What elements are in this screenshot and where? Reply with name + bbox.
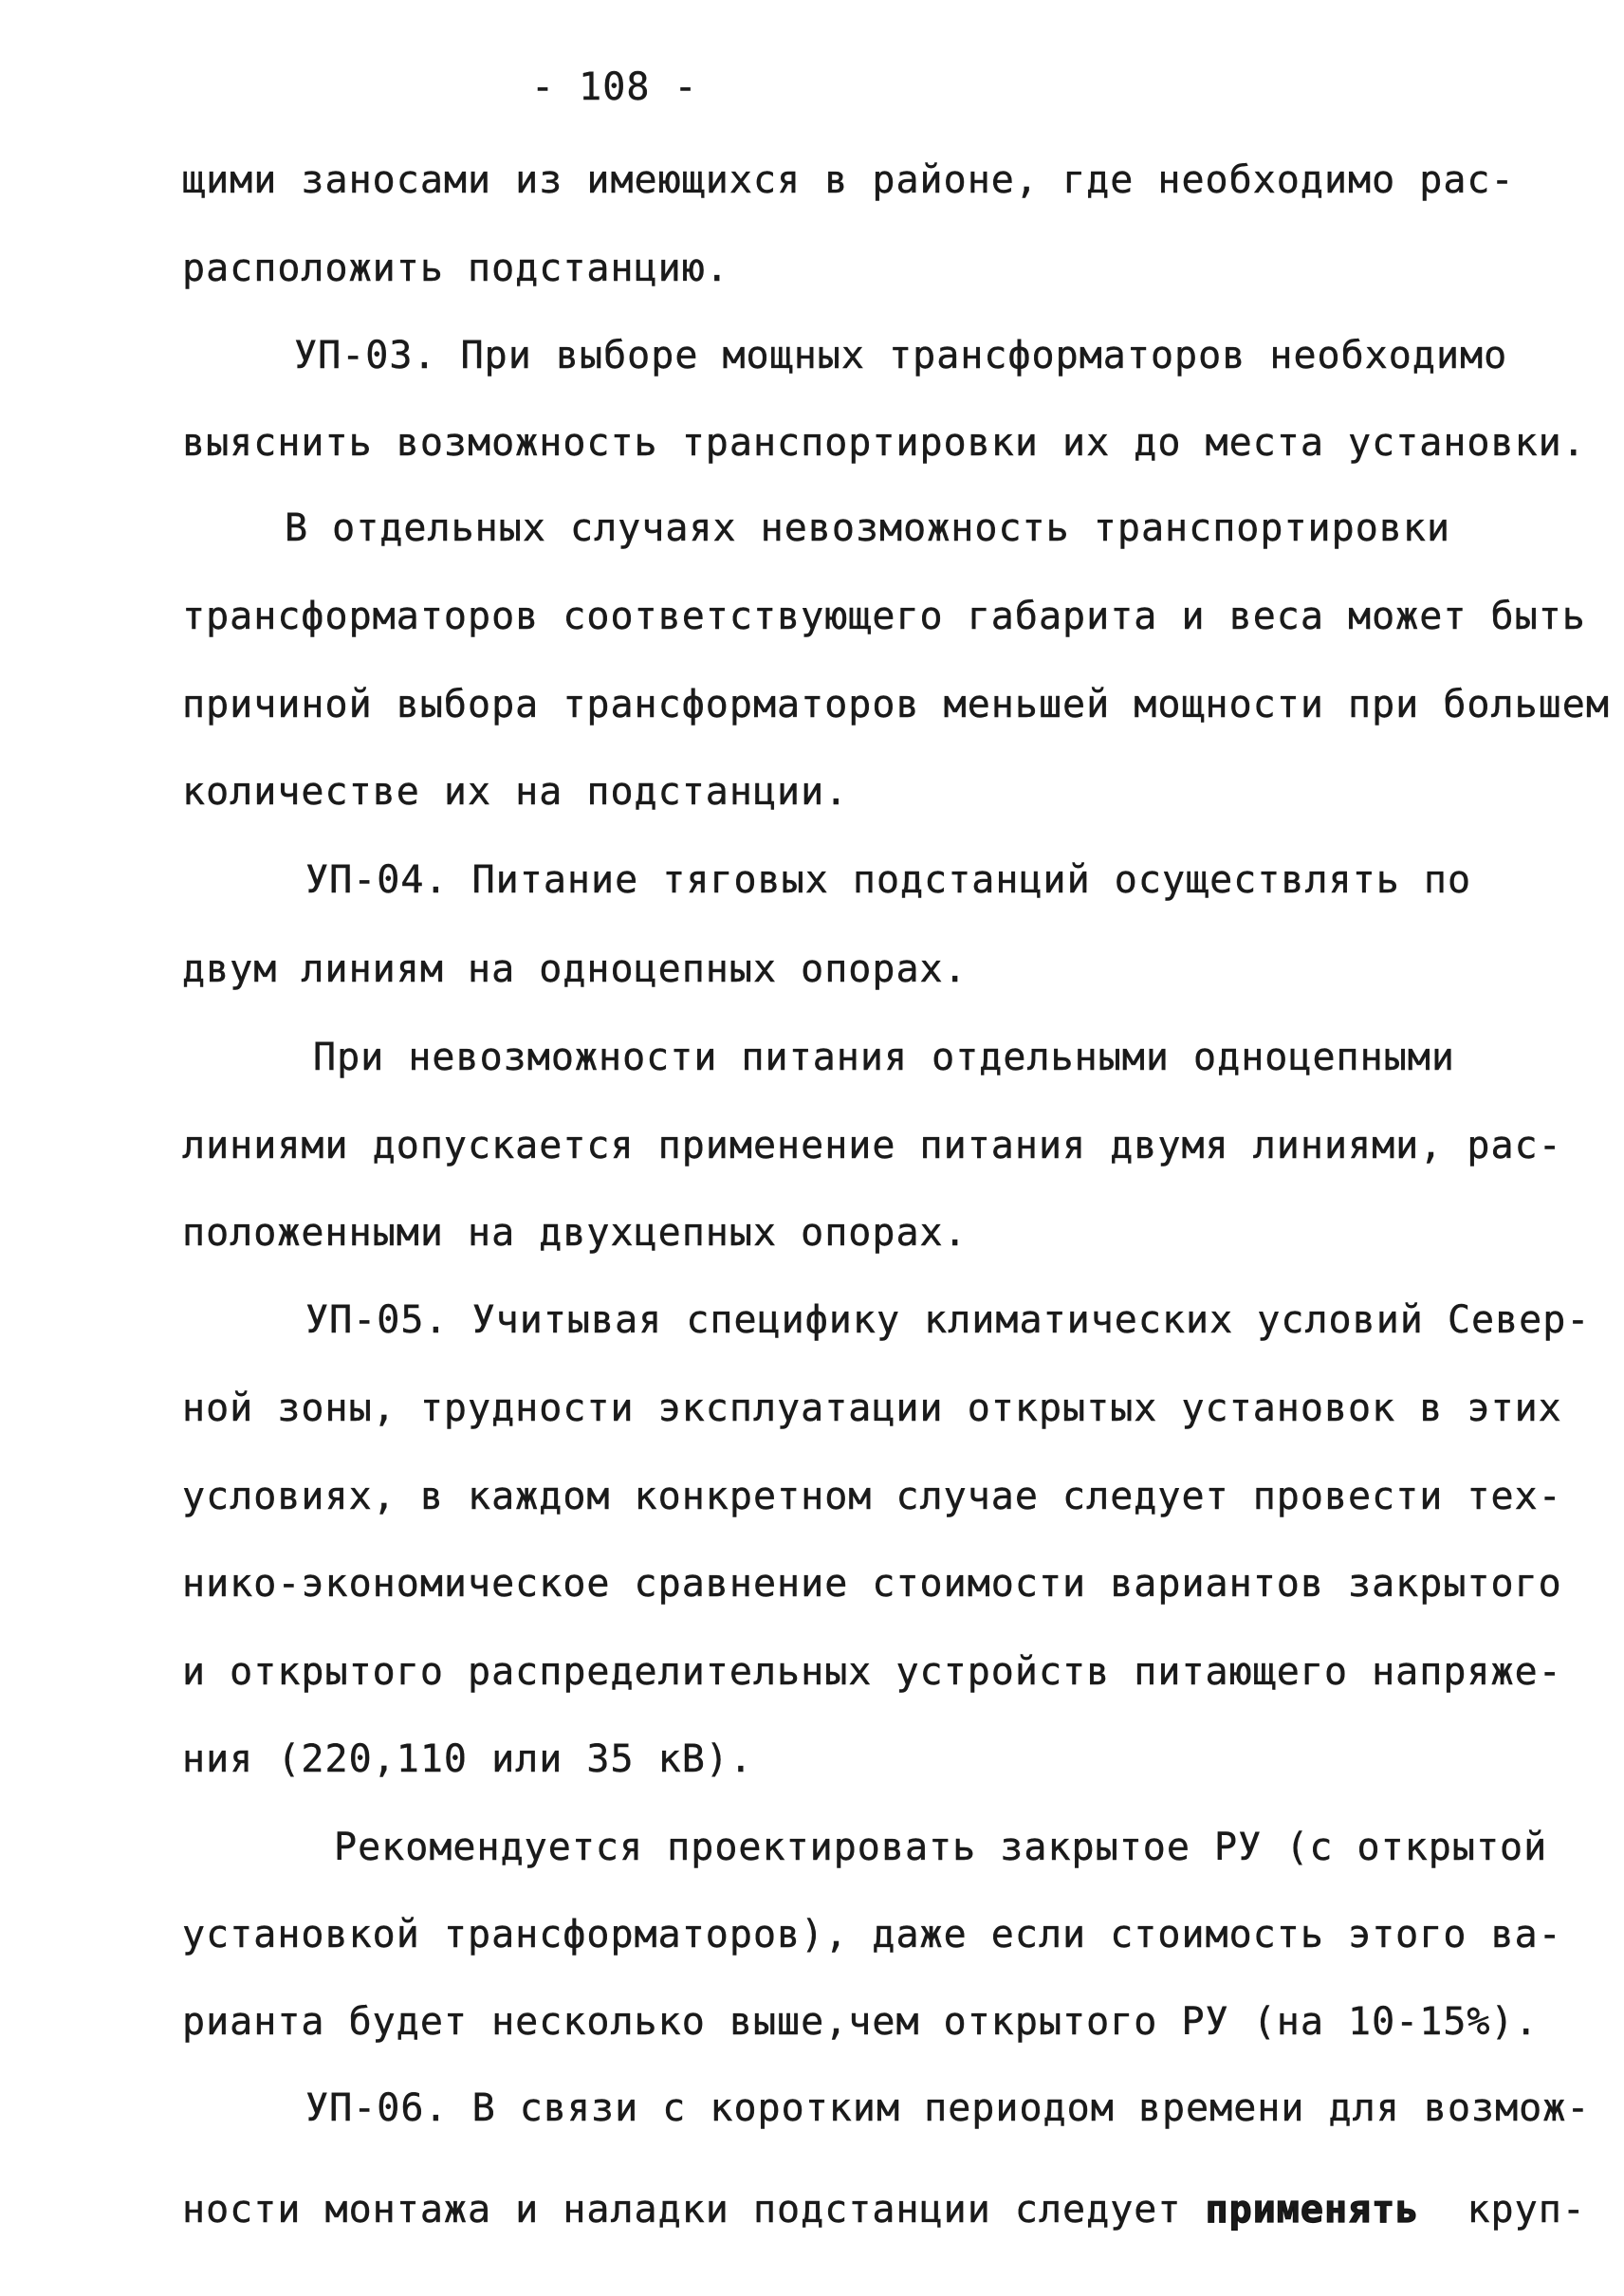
text-line-10: двум линиям на одноцепных опорах. bbox=[182, 947, 968, 991]
text-line-09: УП-04. Питание тяговых подстанций осуществлять по bbox=[305, 858, 1472, 902]
text-line-20: Рекомендуется проектировать закрытое РУ (с открытой bbox=[334, 1826, 1548, 1869]
text-line-13: положенными на двухцепных опорах. bbox=[182, 1211, 968, 1255]
text-line-24-end: круп- bbox=[1419, 2188, 1586, 2232]
text-line-12: линиями допускается применение питания двумя линиями, рас- bbox=[182, 1124, 1562, 1167]
text-line-11: При невозможности питания отдельными одноцепными bbox=[313, 1036, 1455, 1079]
text-line-14: УП-05. Учитывая специфику климатических условий Север- bbox=[305, 1298, 1591, 1342]
text-line-04: выяснить возможность транспортировки их до места установки. bbox=[182, 421, 1586, 465]
text-line-22: рианта будет несколько выше,чем открытого РУ (на 10-15%). bbox=[182, 2000, 1539, 2044]
text-line-21: установкой трансформаторов), даже если стоимость этого ва- bbox=[182, 1913, 1562, 1956]
text-line-02: расположить подстанцию. bbox=[182, 247, 729, 290]
text-line-07: причиной выбора трансформаторов меньшей мощности при большем bbox=[182, 683, 1610, 726]
page-number: - 108 - bbox=[531, 65, 698, 109]
text-line-19: ния (220,110 или 35 кВ). bbox=[182, 1737, 753, 1781]
text-line-18: и открытого распределительных устройств питающего напряже- bbox=[182, 1650, 1562, 1694]
text-line-08: количестве их на подстанции. bbox=[182, 770, 849, 814]
text-line-24-start: ности монтажа и наладки подстанции следует bbox=[182, 2188, 1206, 2232]
text-line-03: УП-03. При выборе мощных трансформаторов необходимо bbox=[294, 334, 1508, 377]
text-line-06: трансформаторов соответствующего габарита и веса может быть bbox=[182, 595, 1586, 638]
bold-word-apply: применять bbox=[1205, 2188, 1420, 2232]
text-line-01: щими заносами из имеющихся в районе, где необходимо рас- bbox=[182, 158, 1515, 202]
text-line-17: нико-экономическое сравнение стоимости вариантов закрытого bbox=[182, 1562, 1562, 1606]
text-line-15: ной зоны, трудности эксплуатации открытых установок в этих bbox=[182, 1387, 1562, 1430]
text-line-24 bbox=[182, 2188, 1586, 2232]
text-line-05: В отдельных случаях невозможность транспортировки bbox=[285, 506, 1451, 550]
text-line-23: УП-06. В связи с коротким периодом времени для возмож- bbox=[305, 2086, 1591, 2130]
text-line-16: условиях, в каждом конкретном случае следует провести тех- bbox=[182, 1475, 1562, 1518]
